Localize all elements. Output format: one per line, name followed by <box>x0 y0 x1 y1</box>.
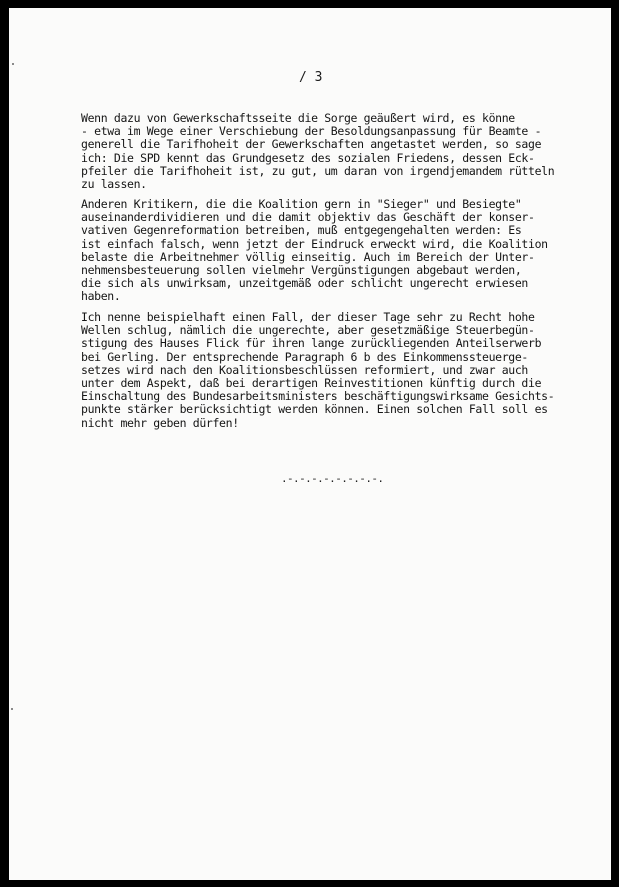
text-line: nehmensbesteuerung sollen vielmehr Vergünstigungen abgebaut werden, <box>81 263 522 278</box>
text-line: Wellen schlug, nämlich die ungerechte, aber gesetzmäßige Steuerbegün- <box>81 323 535 338</box>
text-line: Ich nenne beispielhaft einen Fall, der dieser Tage sehr zu Recht hohe <box>81 310 535 324</box>
page-number: / 3 <box>299 70 323 85</box>
paragraph-1 <box>81 112 611 191</box>
section-separator: .-.-.-.-.-.-.-.-. <box>281 472 384 485</box>
text-line: stigung des Hauses Flick für ihren lange zurückliegenden Anteilserwerb <box>81 336 542 351</box>
scan-speck <box>11 708 13 710</box>
text-line: unter dem Aspekt, daß bei derartigen Reinvestitionen künftig durch die <box>81 376 542 391</box>
text-line: ich: Die SPD kennt das Grundgesetz des sozialen Friedens, dessen Eck- <box>81 150 535 165</box>
text-line: punkte stärker berücksichtigt werden können. Einen solchen Fall soll es <box>81 402 548 417</box>
paragraph-2 <box>81 198 611 304</box>
text-line: - etwa im Wege einer Verschiebung der Besoldungsanpassung für Beamte - <box>81 124 542 139</box>
text-line: Anderen Kritikern, die die Koalition gern in "Sieger" und Besiegte" <box>81 197 522 211</box>
text-line: setzes wird nach den Koalitionsbeschlüssen reformiert, und zwar auch <box>81 362 529 377</box>
text-line: Einschaltung des Bundesarbeitsministers beschäftigungswirksame Gesichts- <box>81 389 555 404</box>
text-line: generell die Tarifhoheit der Gewerkschaften angetastet werden, so sage <box>81 137 542 152</box>
text-line: auseinanderdividieren und die damit objektiv das Geschäft der konser- <box>81 210 535 225</box>
text-line: vativen Gegenreformation betreiben, muß entgegengehalten werden: Es <box>81 223 522 238</box>
scan-speck <box>12 63 14 65</box>
text-line: nicht mehr geben dürfen! <box>81 415 239 430</box>
text-line: haben. <box>81 289 121 304</box>
paragraph-3 <box>81 311 611 430</box>
text-line: belaste die Arbeitnehmer völlig einseitig. Auch im Bereich der Unter- <box>81 249 535 264</box>
text-line: bei Gerling. Der entsprechende Paragraph 6 b des Einkommenssteuerge- <box>81 349 529 364</box>
text-line: pfeiler die Tarifhoheit ist, zu gut, um daran von irgendjemandem rütteln <box>81 163 555 178</box>
text-line: zu lassen. <box>81 177 147 192</box>
text-line: Wenn dazu von Gewerkschaftsseite die Sorge geäußert wird, es könne <box>81 111 515 125</box>
text-line: ist einfach falsch, wenn jetzt der Eindruck erweckt wird, die Koalition <box>81 236 548 251</box>
text-line: die sich als unwirksam, unzeitgemäß oder schlicht ungerecht erwiesen <box>81 276 529 291</box>
document-page <box>9 8 611 880</box>
